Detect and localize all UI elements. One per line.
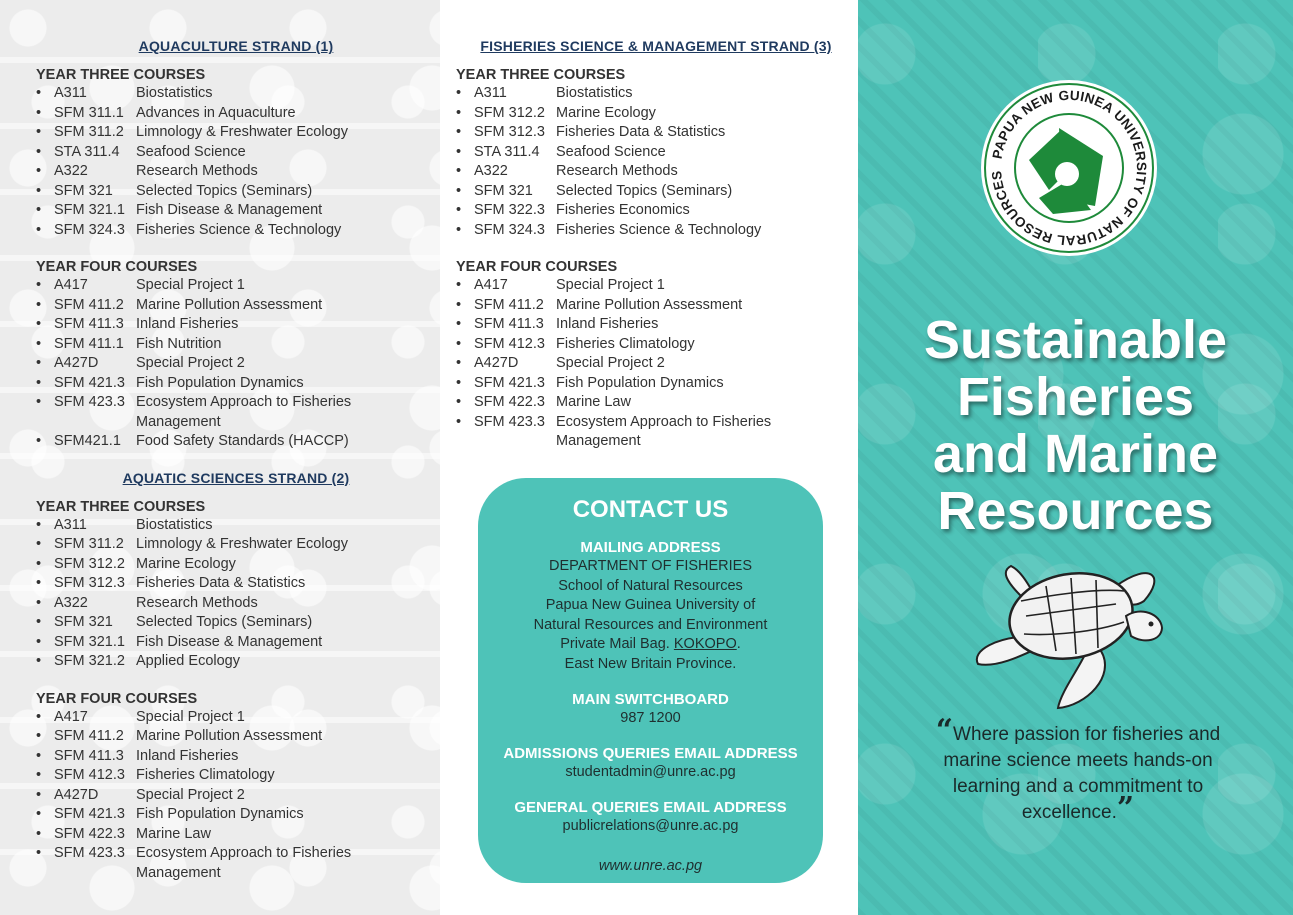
course-item	[456, 296, 856, 316]
course-name: Food Safety Standards (HACCP)	[136, 433, 349, 449]
course-item	[36, 844, 436, 883]
course-name: Marine Pollution Assessment	[556, 296, 743, 313]
year-heading: YEAR FOUR COURSES	[36, 690, 198, 707]
course-name: Fisheries Data & Statistics	[136, 575, 306, 591]
course-item	[456, 354, 856, 374]
course-code: SFM 422.3	[54, 825, 125, 842]
bullet-icon: •	[456, 182, 462, 199]
course-item	[36, 123, 436, 143]
left-panel	[0, 0, 440, 915]
course-item	[456, 374, 856, 394]
year-heading: YEAR THREE COURSES	[456, 67, 626, 83]
course-code: STA 311.4	[54, 143, 120, 160]
mail-bag-suffix: .	[736, 636, 741, 652]
main-title-line: Fisheries	[956, 367, 1195, 427]
main-title	[858, 312, 1293, 540]
course-code: SFM 421.3	[474, 374, 545, 391]
course-name: Fisheries Science & Technology	[556, 221, 762, 238]
course-code: SFM421.1	[54, 433, 121, 449]
course-list	[36, 516, 436, 672]
course-item	[456, 201, 856, 221]
course-code: SFM 312.3	[54, 575, 125, 591]
course-code: SFM 422.3	[474, 394, 545, 410]
course-item	[456, 221, 856, 241]
course-name: Ecosystem Approach to Fisheries Management	[136, 394, 352, 430]
course-code: SFM 423.3	[54, 845, 125, 861]
course-code: SFM 421.3	[54, 806, 125, 822]
course-item	[36, 143, 436, 163]
course-name: Special Project 1	[556, 277, 665, 293]
logo-svg	[979, 78, 1159, 258]
admissions-email-heading: ADMISSIONS QUERIES EMAIL ADDRESS	[503, 745, 798, 762]
course-item	[36, 201, 436, 221]
course-item	[456, 182, 856, 202]
bullet-icon: •	[36, 124, 42, 140]
bullet-icon: •	[36, 786, 42, 803]
bullet-icon: •	[36, 575, 42, 591]
course-item	[456, 413, 856, 452]
bullet-icon: •	[36, 335, 42, 352]
course-name: Research Methods	[136, 594, 258, 611]
course-item	[36, 432, 436, 452]
course-code: SFM 321.1	[54, 202, 125, 218]
course-code: SFM 423.3	[54, 394, 125, 410]
bullet-icon: •	[456, 143, 462, 160]
bullet-icon: •	[456, 124, 462, 140]
course-code: A417	[54, 708, 88, 725]
course-item	[36, 786, 436, 806]
course-code: SFM 411.3	[474, 316, 544, 332]
course-item	[36, 766, 436, 786]
bullet-icon: •	[456, 335, 462, 352]
course-code: SFM 411.2	[54, 728, 124, 744]
middle-course-column	[456, 38, 856, 470]
course-name: Special Project 1	[136, 277, 245, 293]
course-name: Fish Population Dynamics	[556, 374, 724, 391]
course-item	[456, 162, 856, 182]
course-code: SFM 322.3	[474, 202, 545, 218]
switchboard-number: 987 1200	[620, 710, 681, 726]
bullet-icon: •	[456, 104, 462, 121]
course-item	[36, 104, 436, 124]
bullet-icon: •	[36, 104, 42, 121]
bullet-icon: •	[36, 221, 42, 238]
course-item	[456, 315, 856, 335]
course-code: SFM 411.1	[54, 335, 124, 352]
course-item	[36, 633, 436, 653]
course-item	[36, 182, 436, 202]
bullet-icon: •	[36, 708, 42, 725]
course-name: Applied Ecology	[136, 653, 240, 669]
course-code: SFM 311.2	[54, 124, 124, 140]
course-name: Fish Population Dynamics	[136, 806, 304, 822]
course-code: SFM 311.1	[54, 104, 124, 121]
bullet-icon: •	[36, 433, 42, 449]
bullet-icon: •	[36, 845, 42, 861]
course-name: Biostatistics	[136, 85, 213, 101]
course-item	[456, 104, 856, 124]
course-code: SFM 321.2	[54, 653, 125, 669]
course-name: Fish Disease & Management	[136, 202, 323, 218]
bullet-icon: •	[456, 202, 462, 218]
course-name: Fisheries Economics	[556, 202, 690, 218]
course-name: Marine Ecology	[556, 104, 656, 121]
right-panel	[858, 0, 1293, 915]
bullet-icon: •	[456, 374, 462, 391]
course-code: A311	[54, 85, 87, 101]
left-course-column	[36, 38, 436, 901]
course-item	[36, 805, 436, 825]
mailing-line: Papua New Guinea University of	[545, 597, 756, 613]
course-code: A311	[54, 516, 87, 533]
bullet-icon: •	[36, 374, 42, 391]
bullet-icon: •	[36, 806, 42, 822]
mailing-line: Natural Resources and Environment	[533, 616, 768, 633]
course-name: Research Methods	[556, 163, 678, 179]
bullet-icon: •	[36, 633, 42, 650]
bullet-icon: •	[456, 277, 462, 293]
quote-text: Where passion for fisheries and marine science meets hands-on learning and a commitment to excellence.	[943, 724, 1221, 823]
course-code: A322	[474, 163, 508, 179]
course-code: A427D	[54, 786, 99, 803]
course-item	[36, 555, 436, 575]
bullet-icon: •	[456, 296, 462, 313]
course-list	[36, 708, 436, 884]
course-item	[36, 708, 436, 728]
course-code: SFM 412.3	[54, 767, 125, 783]
course-code: A427D	[474, 355, 519, 371]
course-name: Special Project 2	[136, 786, 245, 803]
bullet-icon: •	[36, 85, 42, 101]
bullet-icon: •	[36, 825, 42, 842]
course-code: SFM 411.2	[54, 296, 124, 313]
province-line: East New Britain Province.	[564, 655, 737, 672]
course-item	[36, 84, 436, 104]
course-code: SFM 321	[474, 182, 533, 199]
course-name: Ecosystem Approach to Fisheries Management	[556, 413, 772, 449]
course-code: A417	[54, 277, 88, 293]
course-code: SFM 421.3	[54, 374, 125, 391]
course-name: Special Project 1	[136, 708, 245, 725]
course-item	[36, 276, 436, 296]
bullet-icon: •	[36, 594, 42, 611]
course-code: SFM 312.2	[474, 104, 545, 121]
contact-box	[478, 478, 823, 883]
course-name: Marine Law	[136, 825, 211, 842]
bullet-icon: •	[36, 555, 42, 572]
course-name: Marine Law	[556, 394, 631, 410]
mailing-address-heading: MAILING ADDRESS	[580, 539, 721, 556]
course-code: A311	[474, 85, 507, 101]
course-name: Special Project 2	[556, 355, 665, 371]
course-item	[36, 296, 436, 316]
course-code: SFM 324.3	[474, 221, 545, 238]
strand-title: AQUATIC SCIENCES STRAND (2)	[122, 469, 350, 486]
year-heading: YEAR FOUR COURSES	[456, 259, 618, 275]
course-item	[36, 535, 436, 555]
bullet-icon: •	[456, 85, 462, 101]
course-code: A427D	[54, 355, 99, 371]
course-name: Fish Disease & Management	[136, 633, 323, 650]
course-code: SFM 423.3	[474, 413, 545, 430]
course-item	[36, 825, 436, 845]
course-code: A322	[54, 163, 88, 179]
general-email[interactable]: publicrelations@unre.ac.pg	[562, 818, 739, 834]
course-item	[36, 221, 436, 241]
course-item	[36, 162, 436, 182]
course-code: SFM 321	[54, 614, 113, 630]
course-name: Research Methods	[136, 163, 258, 179]
main-title-line: and Marine	[932, 424, 1219, 484]
strand-title: AQUACULTURE STRAND (1)	[138, 38, 334, 54]
course-item	[456, 335, 856, 355]
course-code: SFM 411.3	[54, 316, 124, 332]
sea-turtle-icon	[966, 556, 1176, 716]
switchboard-heading: MAIN SWITCHBOARD	[572, 691, 729, 708]
bullet-icon: •	[36, 394, 42, 410]
bullet-icon: •	[36, 182, 42, 199]
university-logo-icon	[979, 78, 1159, 258]
course-name: Marine Pollution Assessment	[136, 296, 323, 313]
course-name: Limnology & Freshwater Ecology	[136, 536, 348, 552]
course-name: Seafood Science	[136, 143, 246, 160]
course-name: Selected Topics (Seminars)	[136, 614, 313, 630]
course-code: A417	[474, 277, 508, 293]
course-item	[36, 594, 436, 614]
course-item	[36, 652, 436, 672]
course-list	[36, 276, 436, 452]
course-code: SFM 312.3	[474, 124, 545, 140]
bullet-icon: •	[456, 413, 462, 430]
course-item	[456, 123, 856, 143]
course-name: Inland Fisheries	[556, 316, 659, 332]
course-code: SFM 411.2	[474, 296, 544, 313]
course-name: Fisheries Climatology	[556, 335, 695, 352]
main-title-line: Sustainable	[923, 310, 1228, 370]
course-item	[36, 315, 436, 335]
admissions-email[interactable]: studentadmin@unre.ac.pg	[565, 764, 736, 780]
bullet-icon: •	[36, 747, 42, 764]
bullet-icon: •	[36, 202, 42, 218]
course-list	[456, 84, 856, 240]
course-name: Fisheries Data & Statistics	[556, 124, 726, 140]
course-name: Fish Nutrition	[136, 335, 222, 352]
course-name: Ecosystem Approach to Fisheries Management	[136, 845, 352, 881]
course-list	[456, 276, 856, 452]
website-link[interactable]: www.unre.ac.pg	[598, 858, 703, 874]
course-name: Inland Fisheries	[136, 747, 239, 764]
course-item	[36, 335, 436, 355]
year-heading: YEAR THREE COURSES	[36, 67, 206, 83]
bullet-icon: •	[456, 355, 462, 371]
bullet-icon: •	[36, 728, 42, 744]
bullet-icon: •	[36, 614, 42, 630]
course-name: Limnology & Freshwater Ecology	[136, 124, 348, 140]
course-name: Biostatistics	[136, 516, 213, 533]
course-item	[36, 747, 436, 767]
course-item	[456, 143, 856, 163]
course-code: SFM 321	[54, 182, 113, 199]
bullet-icon: •	[36, 653, 42, 669]
course-item	[36, 574, 436, 594]
course-code: SFM 411.3	[54, 747, 124, 764]
course-item	[36, 727, 436, 747]
bullet-icon: •	[456, 394, 462, 410]
bullet-icon: •	[36, 143, 42, 160]
course-item	[36, 374, 436, 394]
course-item	[36, 516, 436, 536]
course-name: Inland Fisheries	[136, 316, 239, 332]
bullet-icon: •	[456, 221, 462, 238]
course-name: Seafood Science	[556, 143, 666, 160]
quote	[908, 713, 1248, 826]
quote-open: “	[935, 713, 954, 748]
mailing-line: DEPARTMENT OF FISHERIES	[548, 558, 753, 574]
bullet-icon: •	[36, 163, 42, 179]
course-item	[36, 393, 436, 432]
bullet-icon: •	[456, 163, 462, 179]
course-code: SFM 324.3	[54, 221, 125, 238]
course-name: Fisheries Climatology	[136, 767, 275, 783]
bullet-icon: •	[456, 316, 462, 332]
course-item	[36, 354, 436, 374]
bullet-icon: •	[36, 277, 42, 293]
contact-title: CONTACT US	[572, 496, 729, 523]
bullet-icon: •	[36, 296, 42, 313]
year-heading: YEAR FOUR COURSES	[36, 259, 198, 275]
turtle-svg	[966, 556, 1176, 716]
course-code: SFM 312.2	[54, 555, 125, 572]
course-item	[456, 276, 856, 296]
course-code: SFM 321.1	[54, 633, 125, 650]
course-item	[36, 613, 436, 633]
bullet-icon: •	[36, 316, 42, 332]
course-name: Fish Population Dynamics	[136, 374, 304, 391]
course-code: SFM 412.3	[474, 335, 545, 352]
course-name: Biostatistics	[556, 85, 633, 101]
mail-bag-line	[478, 635, 823, 655]
mailing-line: School of Natural Resources	[558, 577, 743, 594]
course-list	[36, 84, 436, 240]
course-name: Fisheries Science & Technology	[136, 221, 342, 238]
course-code: A322	[54, 594, 88, 611]
course-name: Selected Topics (Seminars)	[136, 182, 313, 199]
bullet-icon: •	[36, 355, 42, 371]
course-name: Advances in Aquaculture	[136, 104, 296, 121]
course-code: SFM 311.2	[54, 536, 124, 552]
course-name: Special Project 2	[136, 355, 245, 371]
main-title-line: Resources	[937, 481, 1214, 541]
course-name: Marine Ecology	[136, 555, 236, 572]
bullet-icon: •	[36, 536, 42, 552]
bullet-icon: •	[36, 516, 42, 533]
bullet-icon: •	[36, 767, 42, 783]
mail-bag-town: KOKOPO	[673, 636, 737, 652]
year-heading: YEAR THREE COURSES	[36, 498, 206, 515]
course-item	[456, 393, 856, 413]
logo-text: PAPUA NEW GUINEA UNIVERSITY OF NATURAL RESOURCES	[988, 87, 1150, 249]
course-name: Selected Topics (Seminars)	[556, 182, 733, 199]
mail-bag-prefix: Private Mail Bag.	[560, 636, 674, 652]
quote-close: ”	[1116, 791, 1135, 826]
course-code: STA 311.4	[474, 143, 540, 160]
course-name: Marine Pollution Assessment	[136, 728, 323, 744]
course-item	[456, 84, 856, 104]
general-email-heading: GENERAL QUERIES EMAIL ADDRESS	[514, 799, 787, 816]
strand-title: FISHERIES SCIENCE & MANAGEMENT STRAND (3)	[480, 38, 832, 54]
